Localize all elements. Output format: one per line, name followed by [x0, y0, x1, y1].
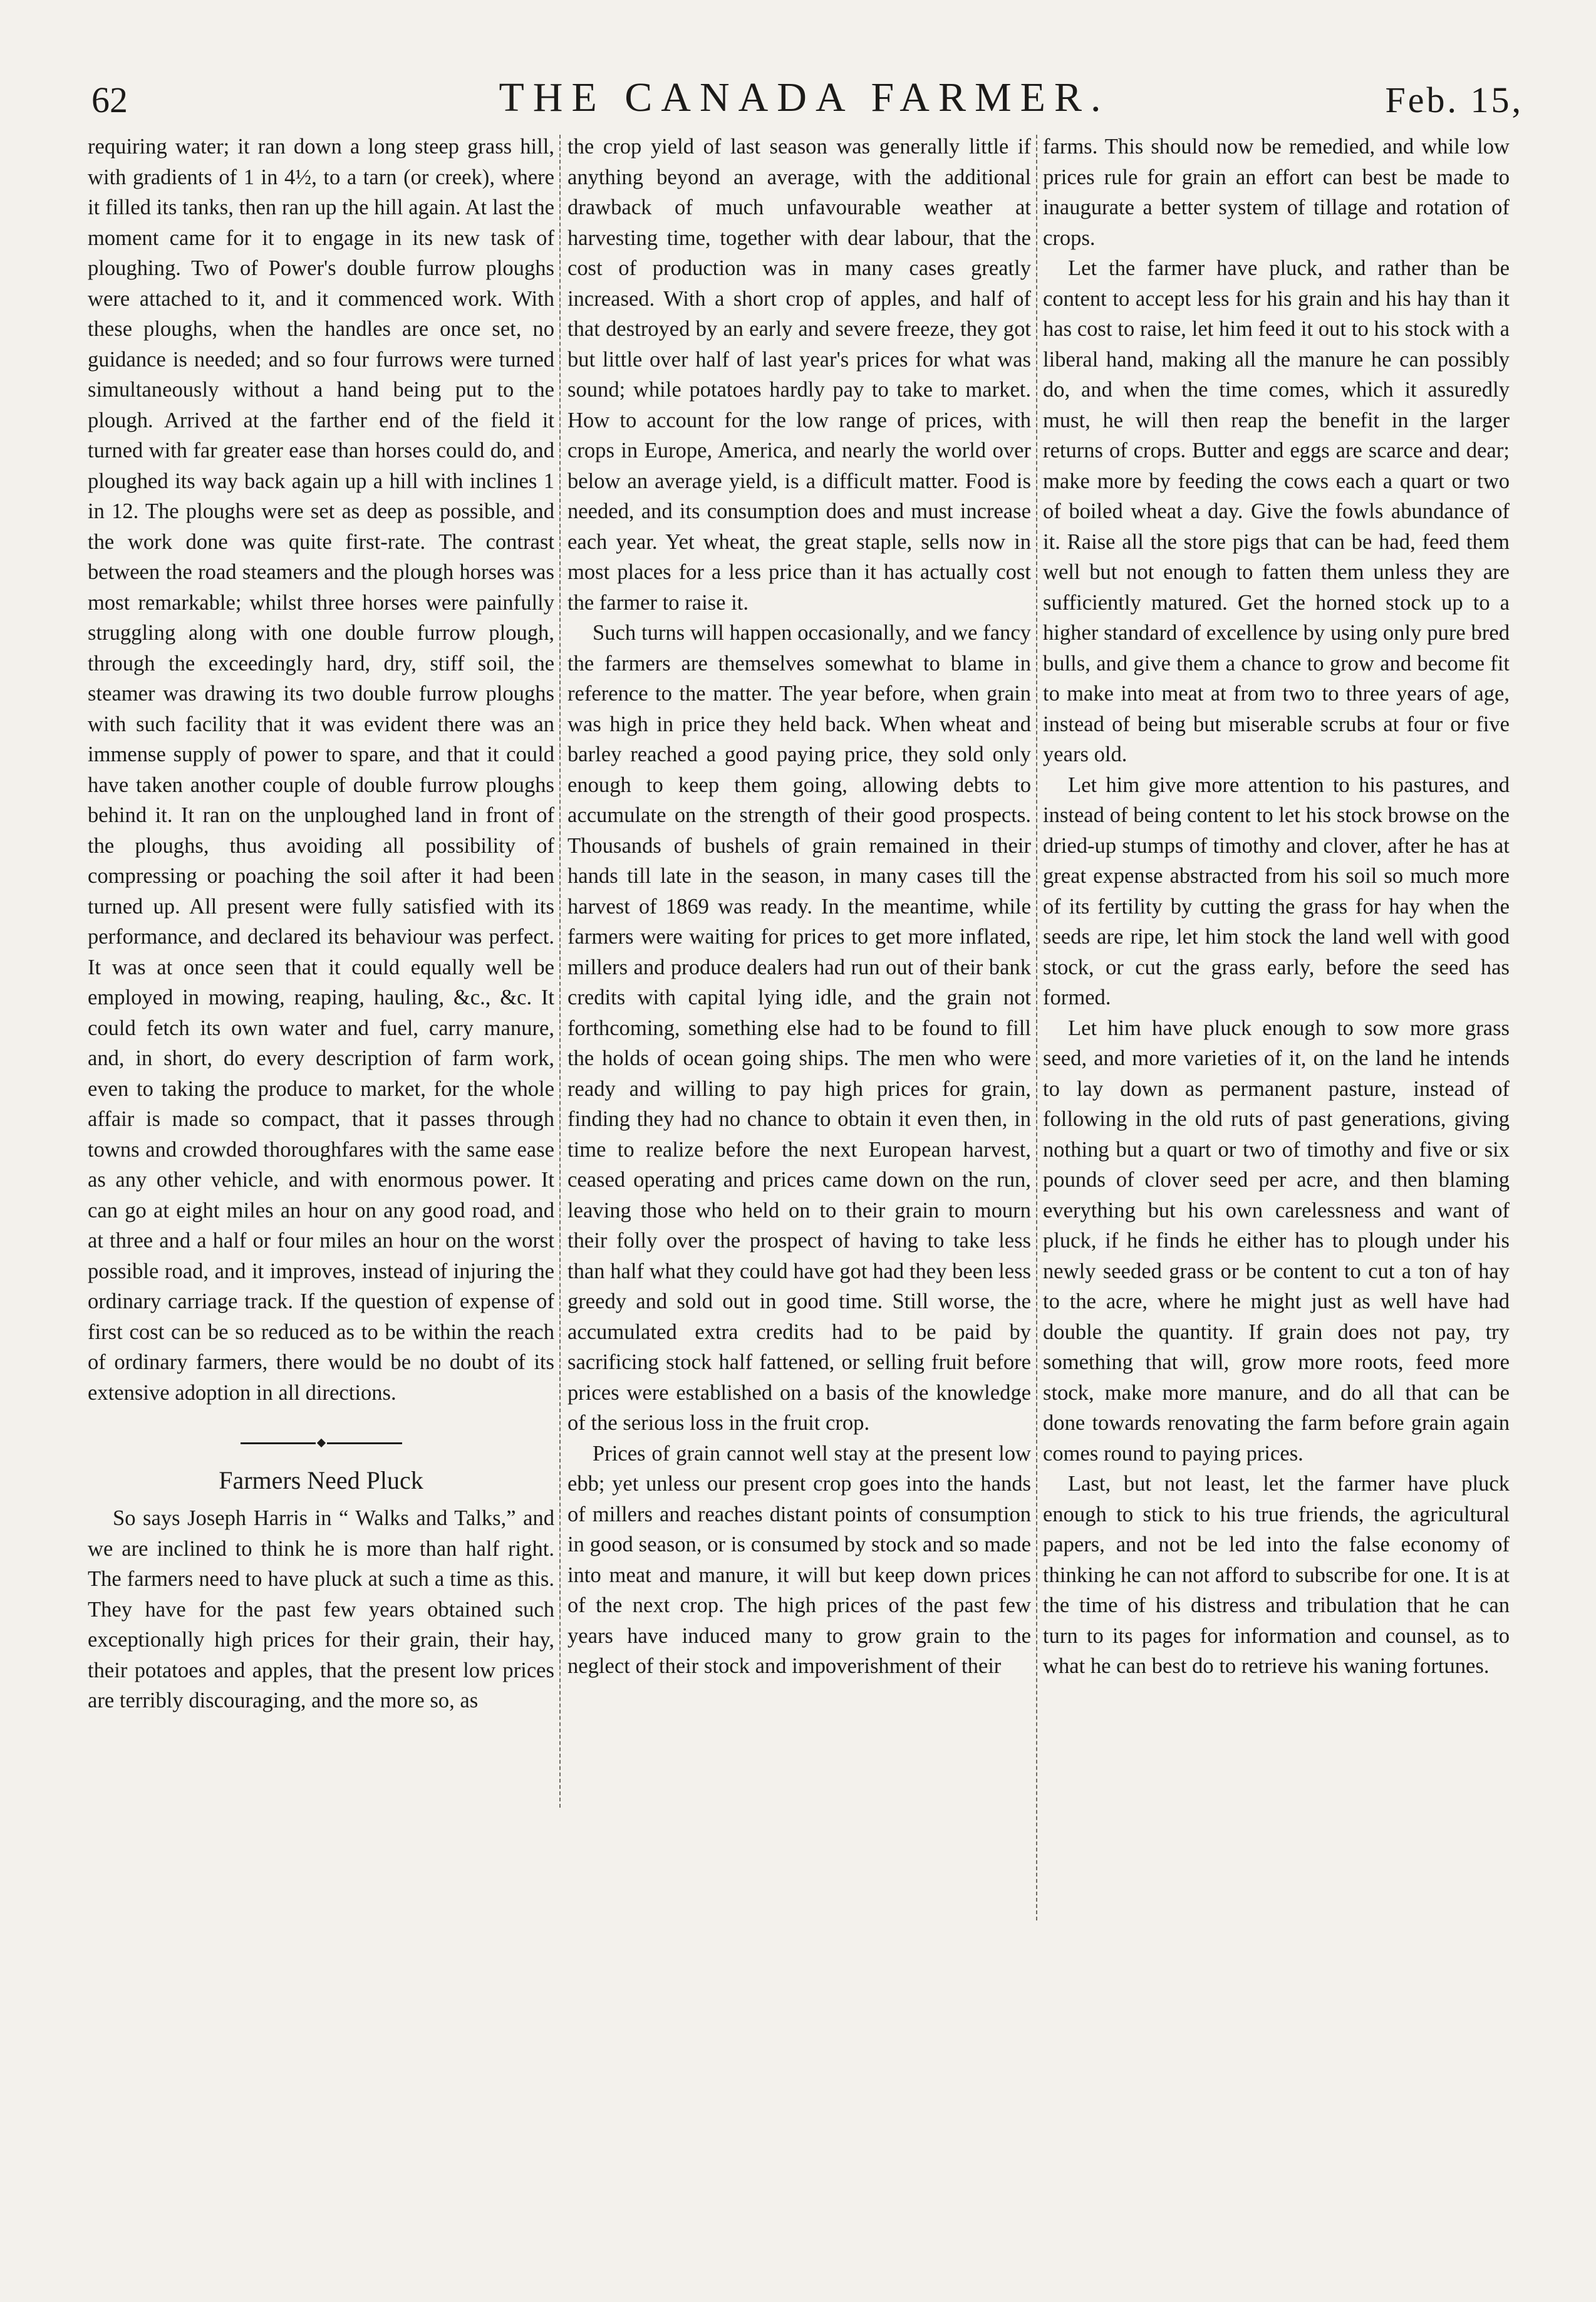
article-paragraph: Prices of grain cannot well stay at the present low ebb; yet unless our present crop goes into the hands of millers and reaches distant points of consumption in good season, or is consumed by stock and so made into meat and manure, it will but keep down prices of the next crop. The high prices of the past few years have induced many to grow grain to the neglect of their stock and impoverishment of their	[567, 1441, 1031, 1678]
article-paragraph: So says Joseph Harris in “ Walks and Talks,” and we are inclined to think he is more than half right. The farmers need to have pluck at such a time as this. They have for the past few years obtained such exceptionally high prices for their grain, their hay, their potatoes and apples, that the present low prices are terribly discouraging, and the more so, as	[88, 1506, 554, 1712]
article-paragraph: Let the farmer have pluck, and rather than be content to accept less for his grain and his hay than it has cost to raise, let him feed it out to his stock with a liberal hand, making all the manure he can possibly do, and when the time comes, which it assuredly must, he will then reap the benefit in the larger returns of crops. Butter and eggs are scarce and dear; make more by feeding the cows each a quart or two of boiled wheat a day. Give the fowls abundance of it. Raise all the store pigs that can be had, feed them well but not enough to fatten them unless they are sufficiently matured. Get the horned stock up to a higher standard of excellence by using only pure bred bulls, and give them a chance to grow and become fit to make into meat at from two to three years of age, instead of being but miserable scrubs at four or five years old.	[1043, 256, 1510, 766]
article-paragraph: farms. This should now be remedied, and while low prices rule for grain an effort can best be made to inaugurate a better system of tillage and rotation of crops.	[1043, 135, 1510, 250]
column-middle	[567, 132, 1031, 2262]
column-rule	[1036, 135, 1037, 1920]
column-rule	[559, 135, 561, 1808]
column-left	[88, 132, 554, 2262]
article-paragraph: Let him give more attention to his pastures, and instead of being content to let his stock browse on the dried-up stumps of timothy and clover, after he has at great expense abstracted from his soil so much more of its fertility by cutting the grass for hay when the seeds are ripe, let him stock the land well with good stock, or cut the grass early, before the seed has formed.	[1043, 773, 1510, 1009]
article-paragraph: requiring water; it ran down a long steep grass hill, with gradients of 1 in 4½, to a tarn (or creek), where it filled its tanks, then ran up the hill again. At last the moment came for it to engage in its new task of ploughing. Two of Power's double furrow ploughs were attached to it, and it commenced work. With these ploughs, when the handles are once set, no guidance is needed; and so four furrows were turned simultaneously without a hand being put to the plough. Arrived at the farther end of the field it turned with far greater ease than horses could do, and ploughed its way back again up a hill with inclines 1 in 12. The ploughs were set as deep as possible, and the work done was quite first-rate. The contrast between the road steamers and the plough horses was most remarkable; whilst three horses were painfully struggling along with one double furrow plough, through the exceedingly hard, dry, stiff soil, the steamer was drawing its two double furrow ploughs with such facility that it was evident there was an immense supply of power to spare, and that it could have taken another couple of double furrow ploughs behind it. It ran on the unploughed land in front of the ploughs, thus avoiding all possibility of compressing or poaching the soil after it had been turned up. All present were fully satisfied with its performance, and declared its behaviour was perfect. It was at once seen that it could equally well be employed in mowing, reaping, hauling, &c., &c. It could fetch its own water and fuel, carry manure, and, in short, do every description of farm work, even to taking the produce to market, for the whole affair is made so compact, that it passes through towns and crowded thoroughfares with the same ease as any other vehicle, and with enormous power. It can go at eight miles an hour on any good road, and at three and a half or four miles an hour on the worst possible road, and it improves, instead of injuring the ordinary carriage track. If the question of expense of first cost can be so reduced as to be within the reach of ordinary farmers, there would be no doubt of its extensive adoption in all directions.	[88, 135, 554, 1405]
page-number: 62	[91, 80, 128, 120]
article-paragraph: Such turns will happen occasionally, and we fancy the farmers are themselves somewhat to blame in reference to the matter. The year before, when grain was high in price they held back. When wheat and barley reached a good paying price, they sold only enough to keep them going, allowing debts to accumulate on the strength of their good prospects. Thousands of bushels of grain remained in their hands till late in the season, in many cases till the harvest of 1869 was ready. In the meantime, while farmers were waiting for prices to get more inflated, millers and produce dealers had run out of their bank credits with capital lying idle, and the grain not forthcoming, something else had to be found to fill the holds of ocean going ships. The men who were ready and willing to pay high prices for grain, finding they had no chance to obtain it even then, in time to realize before the next European harvest, ceased operating and prices came down on the run, leaving those who held on to their grain to mourn their folly over the prospect of having to take less than half what they could have got had they been less greedy and sold out in good time. Still worse, the accumulated extra credits had to be paid by sacrificing stock half fattened, or selling fruit before prices were established on a basis of the knowledge of the serious loss in the fruit crop.	[567, 621, 1031, 1435]
article-paragraph: the crop yield of last season was generally little if anything beyond an average, with the additional drawback of much unfavourable weather at harvesting time, together with dear labour, that the cost of production was in many cases greatly increased. With a short crop of apples, and half of that destroyed by an early and severe freeze, they got but little over half of last year's prices for what was sound; while potatoes hardly pay to take to market. How to account for the low range of prices, with crops in Europe, America, and nearly the world over below an average yield, is a difficult matter. Food is needed, and its consumption does and must increase each year. Yet wheat, the great staple, sells now in most places for a less price than it has actually cost the farmer to raise it.	[567, 135, 1031, 615]
article-paragraph: Let him have pluck enough to sow more grass seed, and more varieties of it, on the land he intends to lay down as permanent pasture, instead of following in the old ruts of past generations, giving nothing but a quart or two of timothy and five or six pounds of clover seed per acre, and then blaming everything but his own carelessness and want of pluck, if he finds he either has to plough under his newly seeded grass or be content to cut a ton of hay to the acre, where he might just as well have had double the quantity. If grain does not pay, try something that will, grow more roots, feed more stock, make more manure, and do all that can be done towards renovating the farm before grain again comes round to paying prices.	[1043, 1016, 1510, 1466]
masthead: THE CANADA FARMER.	[499, 75, 1110, 120]
issue-date: Feb. 15,	[1385, 80, 1523, 120]
page-header	[75, 74, 1533, 130]
article-paragraph: Last, but not least, let the farmer have pluck enough to stick to his true friends, the agricultural papers, and not be led into the false economy of thinking he can not afford to subscribe for one. It is at the time of his distress and tribulation that he can turn to its pages for information and counsel, as to what he can best do to retrieve his waning fortunes.	[1043, 1472, 1510, 1678]
column-right	[1043, 132, 1510, 2262]
section-divider	[88, 1437, 554, 1449]
section-heading: Farmers Need Pluck	[219, 1466, 423, 1494]
